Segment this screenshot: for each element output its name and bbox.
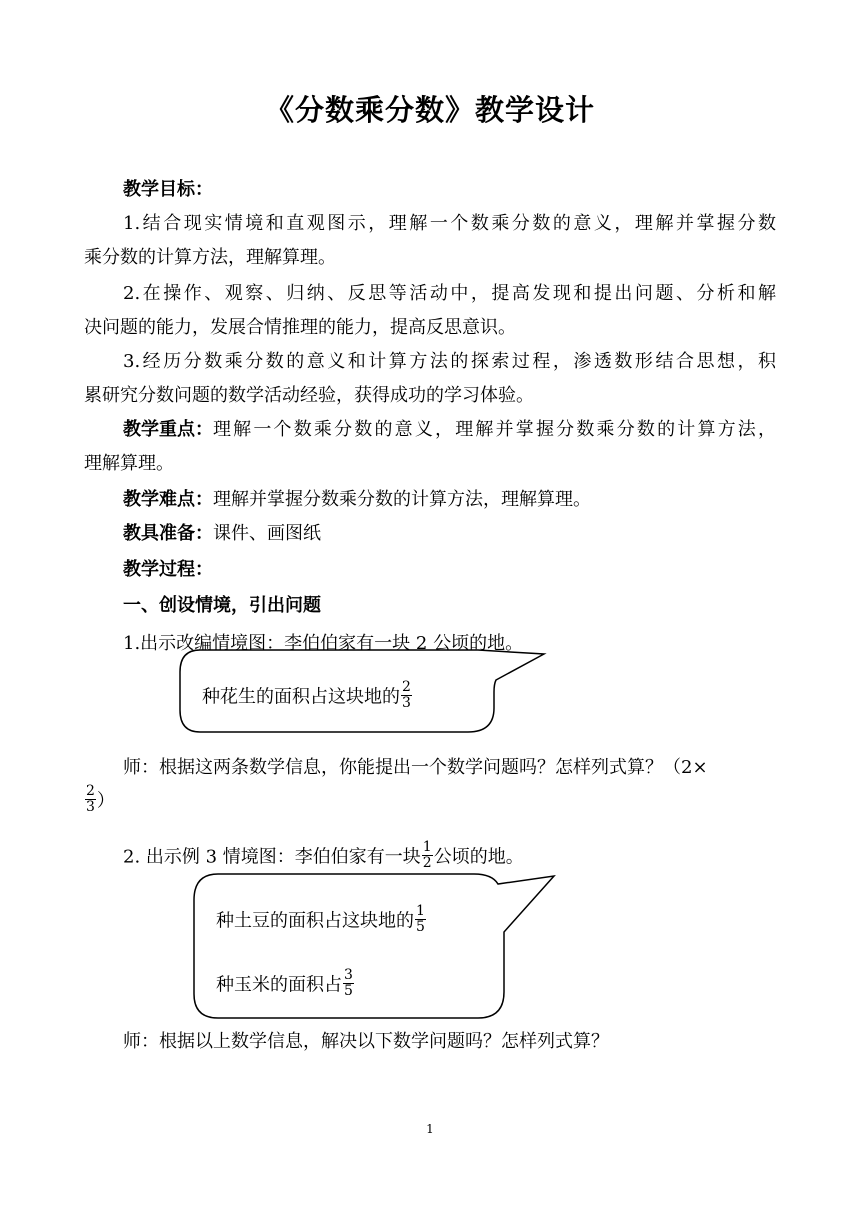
- answer-fraction: [85, 784, 96, 815]
- bubble-1-sentence: 种花生的面积占这块地的: [202, 686, 400, 708]
- process-label: 教学过程：: [123, 559, 213, 580]
- fraction-denominator: 2: [422, 855, 432, 871]
- bubble-2-fraction-2: [343, 968, 354, 999]
- item-1-text: 1.出示改编情境图：李伯伯家有一块 2 公顷的地。: [123, 633, 524, 654]
- fraction-denominator: 3: [86, 799, 95, 815]
- speech-bubble-2-line-2: [216, 967, 355, 1001]
- bubble-2-sentence-2: 种玉米的面积占: [216, 974, 342, 996]
- item-2-text-a: 2. 出示例 3 情境图：李伯伯家有一块: [123, 846, 421, 868]
- tools-text: 课件、画图纸: [213, 523, 321, 544]
- item-2-text-b: 公顷的地。: [433, 846, 524, 868]
- objective-1-line-1: 1.结合现实情境和直观图示，理解一个数乘分数的意义，理解并掌握分数: [123, 213, 776, 234]
- fraction-denominator: 5: [344, 983, 353, 999]
- difficulty-paragraph: [123, 488, 591, 512]
- objective-2-line-2: 决问题的能力，发展合情推理的能力，提高反思意识。: [84, 317, 516, 338]
- teacher-question-2: 师：根据以上数学信息，解决以下数学问题吗？怎样列式算？: [123, 1031, 609, 1052]
- difficulty-label: 教学难点：: [123, 489, 213, 510]
- bubble-1-fraction: [401, 680, 412, 711]
- objective-2-line-1: 2.在操作、观察、归纳、反思等活动中，提高发现和提出问题、分析和解: [123, 283, 776, 304]
- bubble-2-fraction-1: [415, 904, 426, 935]
- key-point-paragraph: [123, 418, 776, 442]
- fraction-denominator: 5: [416, 919, 425, 935]
- closing-paren: ）: [96, 790, 115, 812]
- page-number: 1: [426, 1122, 434, 1136]
- fraction-numerator: 1: [422, 839, 432, 855]
- objective-3-line-2: 累研究分数问题的数学活动经验，获得成功的学习体验。: [84, 385, 534, 406]
- key-point-label: 教学重点：: [123, 419, 213, 440]
- tools-paragraph: [123, 522, 321, 546]
- objective-1-line-2: 乘分数的计算方法，理解算理。: [84, 247, 336, 268]
- objectives-heading: 教学目标：: [123, 179, 213, 200]
- speech-bubble-1-text: [202, 679, 413, 713]
- key-point-line-2: 理解算理。: [84, 453, 174, 474]
- bubble-2-sentence-1: 种土豆的面积占这块地的: [216, 910, 414, 932]
- speech-bubble-2-line-1: [216, 903, 427, 937]
- difficulty-text: 理解并掌握分数乘分数的计算方法，理解算理。: [213, 489, 591, 510]
- speech-bubble-1: [178, 648, 568, 738]
- fraction-numerator: 3: [344, 967, 353, 983]
- item-2-text: [123, 839, 524, 873]
- item-2-fraction: [422, 840, 433, 871]
- fraction-numerator: 2: [402, 679, 411, 695]
- speech-bubble-2: [192, 870, 562, 1022]
- key-point-text: 理解一个数乘分数的意义，理解并掌握分数乘分数的计算方法，: [213, 419, 776, 440]
- teacher-question-1: 师：根据这两条数学信息，你能提出一个数学问题吗？怎样列式算？（2×: [123, 757, 708, 778]
- tools-label: 教具准备：: [123, 523, 213, 544]
- fraction-denominator: 3: [402, 695, 411, 711]
- teacher-question-1-fraction: [84, 783, 115, 817]
- fraction-numerator: 1: [416, 903, 425, 919]
- objective-3-line-1: 3.经历分数乘分数的意义和计算方法的探索过程，渗透数形结合思想，积: [123, 351, 776, 372]
- fraction-numerator: 2: [86, 783, 95, 799]
- document-title: 《分数乘分数》教学设计: [264, 93, 595, 127]
- section-1-heading: 一、创设情境，引出问题: [123, 595, 321, 616]
